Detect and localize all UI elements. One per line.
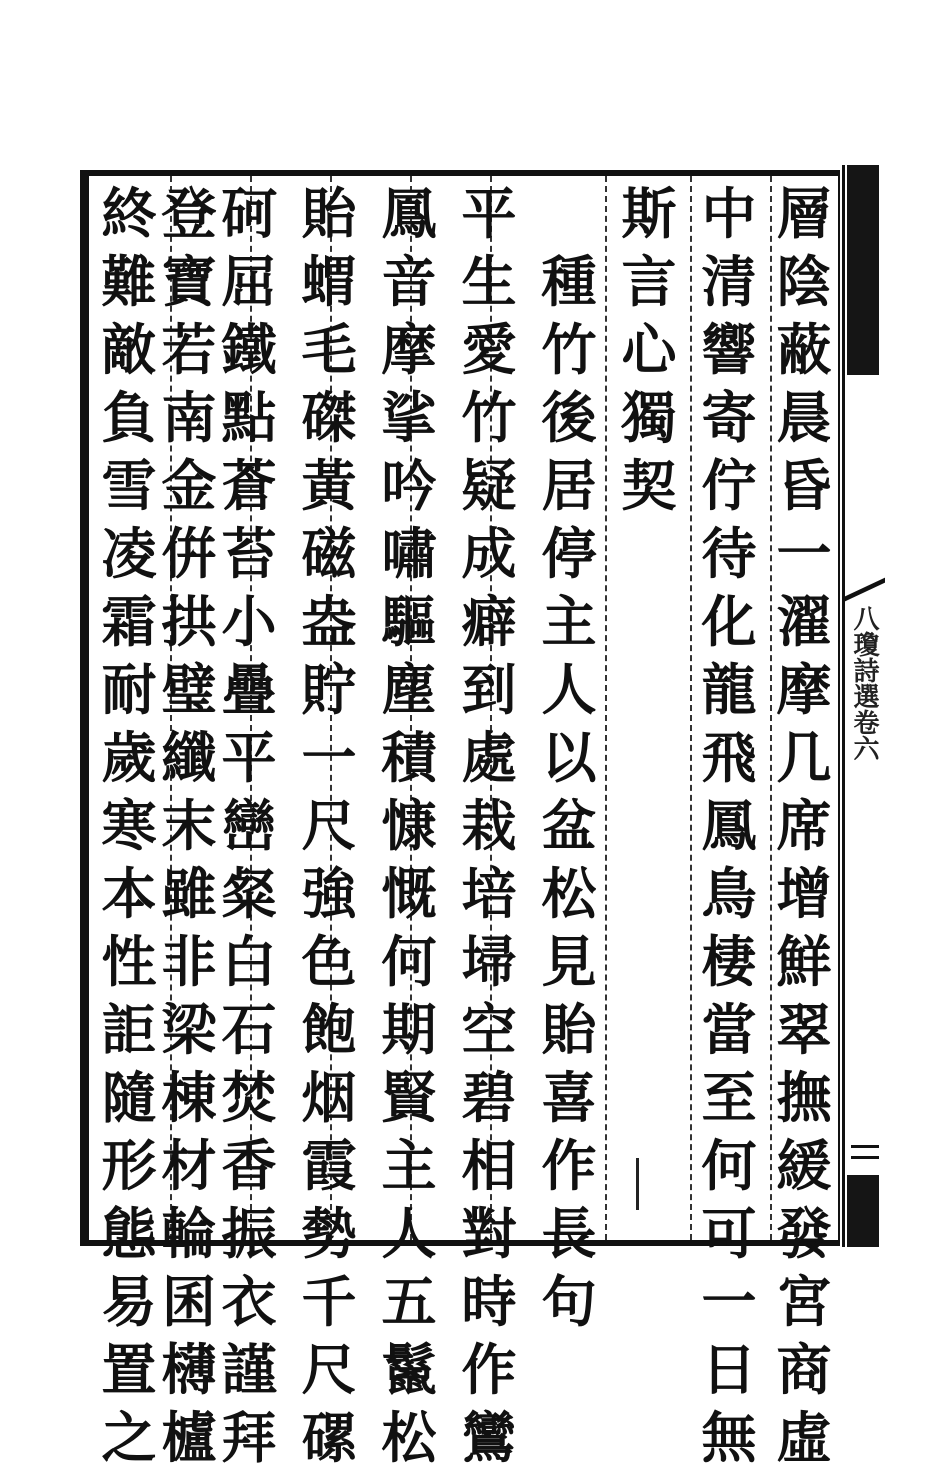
glyph: 陰 <box>776 249 832 314</box>
glyph: 一 <box>301 725 357 790</box>
glyph: 斯 <box>621 181 677 246</box>
glyph: 日 <box>701 1337 757 1402</box>
glyph: 清 <box>701 249 757 314</box>
glyph: 賢 <box>381 1065 437 1130</box>
glyph: 虛 <box>776 1405 832 1470</box>
glyph: 盆 <box>541 793 597 858</box>
glyph: 巒 <box>221 793 277 858</box>
glyph: 鳳 <box>381 181 437 246</box>
glyph: 培 <box>461 861 517 926</box>
glyph: 尺 <box>301 1337 357 1402</box>
glyph: 積 <box>381 725 437 790</box>
glyph: 音 <box>381 249 437 314</box>
glyph: 易 <box>101 1269 157 1334</box>
glyph: 几 <box>776 725 832 790</box>
glyph: 材 <box>161 1133 217 1198</box>
text-column-10 <box>90 180 168 1470</box>
glyph: 烟 <box>301 1065 357 1130</box>
black-band-top <box>847 165 879 375</box>
glyph: 耐 <box>101 657 157 722</box>
glyph: 喜 <box>541 1065 597 1130</box>
glyph: 緩 <box>776 1133 832 1198</box>
glyph: 本 <box>101 861 157 926</box>
glyph: 濯 <box>776 589 832 654</box>
glyph: 小 <box>221 589 277 654</box>
glyph: 長 <box>541 1201 597 1266</box>
glyph: 苔 <box>221 521 277 586</box>
glyph: 強 <box>301 861 357 926</box>
glyph: 吟 <box>381 453 437 518</box>
glyph: 飛 <box>701 725 757 790</box>
poem-title-column <box>530 248 608 1334</box>
glyph: 歲 <box>101 725 157 790</box>
glyph: 倂 <box>161 521 217 586</box>
glyph: 栽 <box>461 793 517 858</box>
glyph: 一 <box>701 1269 757 1334</box>
glyph: 難 <box>101 249 157 314</box>
glyph: 之 <box>101 1405 157 1470</box>
glyph: 挲 <box>381 385 437 450</box>
glyph: 宮 <box>776 1269 832 1334</box>
glyph: 振 <box>221 1201 277 1266</box>
text-column-7 <box>290 180 368 1470</box>
margin-title: 八瓊詩選卷六 <box>849 605 879 761</box>
glyph: 貽 <box>541 997 597 1062</box>
glyph: 碧 <box>461 1065 517 1130</box>
glyph: 寶 <box>161 249 217 314</box>
glyph: 待 <box>701 521 757 586</box>
glyph: 至 <box>701 1065 757 1130</box>
glyph: 驅 <box>381 589 437 654</box>
glyph: 處 <box>461 725 517 790</box>
glyph: 增 <box>776 861 832 926</box>
glyph: 層 <box>776 181 832 246</box>
glyph: 獨 <box>621 385 677 450</box>
glyph: 癖 <box>461 589 517 654</box>
glyph: 晨 <box>776 385 832 450</box>
glyph: 棲 <box>701 929 757 994</box>
glyph: 對 <box>461 1201 517 1266</box>
glyph: 摩 <box>776 657 832 722</box>
glyph: 何 <box>701 1133 757 1198</box>
glyph: 句 <box>541 1269 597 1334</box>
glyph: 龍 <box>701 657 757 722</box>
glyph: 千 <box>301 1269 357 1334</box>
glyph: 一 <box>776 521 832 586</box>
glyph: 期 <box>381 997 437 1062</box>
glyph: 非 <box>161 929 217 994</box>
glyph: 石 <box>221 997 277 1062</box>
glyph: 衣 <box>221 1269 277 1334</box>
glyph: 鸞 <box>461 1405 517 1470</box>
glyph: 隨 <box>101 1065 157 1130</box>
glyph: 蝟 <box>301 249 357 314</box>
glyph: 到 <box>461 657 517 722</box>
glyph: 成 <box>461 521 517 586</box>
glyph: 竹 <box>541 317 597 382</box>
glyph: 五 <box>381 1269 437 1334</box>
glyph: 昏 <box>776 453 832 518</box>
glyph: 置 <box>101 1337 157 1402</box>
glyph: 無 <box>701 1405 757 1470</box>
glyph: 化 <box>701 589 757 654</box>
glyph: 疑 <box>461 453 517 518</box>
glyph: 霜 <box>101 589 157 654</box>
glyph: 梁 <box>161 997 217 1062</box>
glyph: 性 <box>101 929 157 994</box>
glyph: 櫨 <box>161 1405 217 1470</box>
glyph: 謹 <box>221 1337 277 1402</box>
margin-strip <box>842 165 878 1247</box>
glyph: 以 <box>541 725 597 790</box>
glyph: 相 <box>461 1133 517 1198</box>
glyph: 松 <box>541 861 597 926</box>
glyph: 心 <box>621 317 677 382</box>
text-column-3 <box>610 180 688 1230</box>
glyph: 鳳 <box>701 793 757 858</box>
glyph: 貯 <box>301 657 357 722</box>
text-column-1 <box>765 180 843 1470</box>
glyph: 疊 <box>221 657 277 722</box>
glyph: 發 <box>776 1201 832 1266</box>
glyph: 慷 <box>381 793 437 858</box>
glyph: 人 <box>541 657 597 722</box>
glyph: 主 <box>381 1133 437 1198</box>
text-column-6 <box>370 180 448 1470</box>
glyph: 拜 <box>221 1405 277 1470</box>
text-column-2 <box>690 180 768 1470</box>
glyph: 平 <box>461 181 517 246</box>
glyph: 摩 <box>381 317 437 382</box>
glyph: 居 <box>541 453 597 518</box>
fish-tail-mark <box>845 538 885 602</box>
glyph: 時 <box>461 1269 517 1334</box>
glyph: 空 <box>461 997 517 1062</box>
glyph: 粲 <box>221 861 277 926</box>
glyph: 鐵 <box>221 317 277 382</box>
glyph: 寄 <box>701 385 757 450</box>
glyph: 鬣 <box>381 1337 437 1402</box>
glyph: 香 <box>221 1133 277 1198</box>
glyph: 尺 <box>301 793 357 858</box>
glyph: 凌 <box>101 521 157 586</box>
glyph: 白 <box>221 929 277 994</box>
glyph: 飽 <box>301 997 357 1062</box>
glyph: 撫 <box>776 1065 832 1130</box>
glyph: 毛 <box>301 317 357 382</box>
glyph: 霞 <box>301 1133 357 1198</box>
glyph: 停 <box>541 521 597 586</box>
glyph: 欂 <box>161 1337 217 1402</box>
glyph: 南 <box>161 385 217 450</box>
glyph: 輪 <box>161 1201 217 1266</box>
glyph: 蒼 <box>221 453 277 518</box>
glyph: 砢 <box>221 181 277 246</box>
glyph: 負 <box>101 385 157 450</box>
glyph: 磥 <box>301 1405 357 1470</box>
glyph: 松 <box>381 1405 437 1470</box>
glyph: 塵 <box>381 657 437 722</box>
glyph: 點 <box>221 385 277 450</box>
collation-mark <box>636 1158 649 1210</box>
glyph: 末 <box>161 793 217 858</box>
glyph: 登 <box>161 181 217 246</box>
glyph: 響 <box>701 317 757 382</box>
glyph: 中 <box>701 181 757 246</box>
glyph: 嘯 <box>381 521 437 586</box>
glyph: 拱 <box>161 589 217 654</box>
glyph: 色 <box>301 929 357 994</box>
glyph: 慨 <box>381 861 437 926</box>
glyph: 種 <box>541 249 597 314</box>
glyph: 詎 <box>101 997 157 1062</box>
glyph: 盎 <box>301 589 357 654</box>
folio-number <box>851 1145 879 1159</box>
glyph: 何 <box>381 929 437 994</box>
glyph: 若 <box>161 317 217 382</box>
glyph: 鮮 <box>776 929 832 994</box>
glyph: 作 <box>461 1337 517 1402</box>
glyph: 言 <box>621 249 677 314</box>
glyph: 磁 <box>301 521 357 586</box>
glyph: 作 <box>541 1133 597 1198</box>
black-band-bottom <box>847 1175 879 1247</box>
glyph: 後 <box>541 385 597 450</box>
glyph: 金 <box>161 453 217 518</box>
glyph: 雪 <box>101 453 157 518</box>
glyph: 屈 <box>221 249 277 314</box>
glyph: 翠 <box>776 997 832 1062</box>
glyph: 形 <box>101 1133 157 1198</box>
glyph: 埽 <box>461 929 517 994</box>
glyph: 囷 <box>161 1269 217 1334</box>
glyph: 璧 <box>161 657 217 722</box>
glyph: 雖 <box>161 861 217 926</box>
glyph: 敵 <box>101 317 157 382</box>
glyph: 契 <box>621 453 677 518</box>
glyph: 當 <box>701 997 757 1062</box>
glyph: 可 <box>701 1201 757 1266</box>
glyph: 愛 <box>461 317 517 382</box>
glyph: 佇 <box>701 453 757 518</box>
glyph: 平 <box>221 725 277 790</box>
glyph: 鳥 <box>701 861 757 926</box>
glyph: 貽 <box>301 181 357 246</box>
glyph: 態 <box>101 1201 157 1266</box>
glyph: 蔽 <box>776 317 832 382</box>
glyph: 寒 <box>101 793 157 858</box>
glyph: 生 <box>461 249 517 314</box>
glyph: 席 <box>776 793 832 858</box>
glyph: 黃 <box>301 453 357 518</box>
glyph: 棟 <box>161 1065 217 1130</box>
glyph: 主 <box>541 589 597 654</box>
glyph: 勢 <box>301 1201 357 1266</box>
glyph: 磔 <box>301 385 357 450</box>
glyph: 見 <box>541 929 597 994</box>
glyph: 人 <box>381 1201 437 1266</box>
glyph: 焚 <box>221 1065 277 1130</box>
glyph: 終 <box>101 181 157 246</box>
text-column-5 <box>450 180 528 1470</box>
glyph: 竹 <box>461 385 517 450</box>
glyph: 纖 <box>161 725 217 790</box>
glyph: 商 <box>776 1337 832 1402</box>
